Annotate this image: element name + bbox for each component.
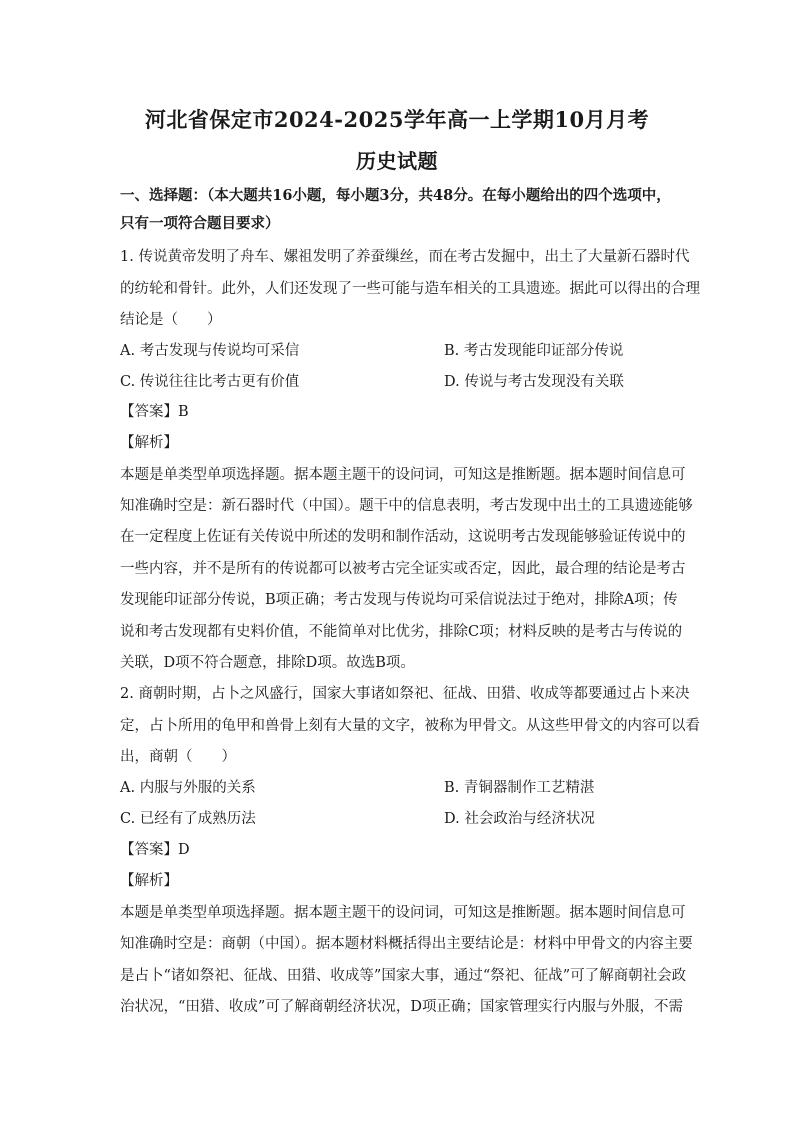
q2-answer: 【答案】D bbox=[120, 842, 190, 858]
q1-option-d: D. 传说与考古发现没有关联 bbox=[444, 374, 624, 390]
section-heading-line1: 一、选择题：（本大题共16小题，每小题3分，共48分。在每小题给出的四个选项中， bbox=[120, 187, 671, 204]
q1-option-b: B. 考古发现能印证部分传说 bbox=[444, 343, 624, 359]
q1-analysis-line: 发现能印证部分传说，B项正确；考古发现与传说均可采信说法过于绝对，排除A项；传 bbox=[120, 592, 678, 608]
q2-stem-line: 定，占卜所用的龟甲和兽骨上刻有大量的文字，被称为甲骨文。从这些甲骨文的内容可以看 bbox=[120, 718, 700, 734]
q1-option-a: A. 考古发现与传说均可采信 bbox=[120, 343, 300, 359]
q1-analysis-line: 知准确时空是：新石器时代（中国）。题干中的信息表明，考古发现中出土的工具遗迹能够 bbox=[120, 498, 693, 514]
q2-analysis-line: 是占卜“诸如祭祀、征战、田猎、收成等”国家大事，通过“祭祀、征战”可了解商朝社会政 bbox=[120, 968, 687, 984]
q1-analysis-label: 【解析】 bbox=[120, 435, 178, 451]
q2-analysis-line: 知准确时空是：商朝（中国）。据本题材料概括得出主要结论是：材料中甲骨文的内容主要 bbox=[120, 936, 693, 952]
q2-analysis-line: 治状况，“田猎、收成”可了解商朝经济状况，D项正确；国家管理实行内服与外服，不需 bbox=[120, 999, 683, 1015]
q2-analysis-line: 本题是单类型单项选择题。据本题主题干的设问词，可知这是推断题。据本题时间信息可 bbox=[120, 905, 686, 921]
q1-analysis-line: 一些内容，并不是所有的传说都可以被考古完全证实或否定，因此，最合理的结论是考古 bbox=[120, 561, 686, 577]
section-heading-line2: 只有一项符合题目要求） bbox=[120, 215, 280, 232]
q2-option-c: C. 已经有了成熟历法 bbox=[120, 811, 256, 827]
q1-analysis-line: 在一定程度上佐证有关传说中所述的发明和制作活动，这说明考古发现能够验证传说中的 bbox=[120, 529, 686, 545]
page-subtitle: 历史试题 bbox=[356, 149, 438, 173]
q2-option-d: D. 社会政治与经济状况 bbox=[444, 811, 595, 827]
q2-stem-line: 出，商朝（ ） bbox=[120, 749, 236, 765]
q1-analysis-line: 本题是单类型单项选择题。据本题主题干的设问词，可知这是推断题。据本题时间信息可 bbox=[120, 467, 686, 483]
q2-stem-line: 2. 商朝时期，占卜之风盛行，国家大事诸如祭祀、征战、田猎、收成等都要通过占卜来决 bbox=[120, 686, 690, 702]
page-title: 河北省保定市2024-2025学年高一上学期10月月考 bbox=[144, 107, 650, 132]
q1-answer: 【答案】B bbox=[120, 404, 189, 420]
q1-stem-line: 1. 传说黄帝发明了舟车、嫘祖发明了养蚕缫丝，而在考古发掘中，出土了大量新石器时代 bbox=[120, 249, 690, 265]
q1-analysis-line: 说和考古发现都有史料价值，不能简单对比优劣，排除C项；材料反映的是考古与传说的 bbox=[120, 624, 683, 640]
q2-analysis-label: 【解析】 bbox=[120, 873, 178, 889]
q2-option-a: A. 内服与外服的关系 bbox=[120, 780, 256, 796]
q1-stem-line: 结论是（ ） bbox=[120, 312, 222, 328]
q1-analysis-line: 关联，D项不符合题意，排除D项。故选B项。 bbox=[120, 655, 415, 671]
q1-option-c: C. 传说往往比考古更有价值 bbox=[120, 374, 300, 390]
q1-stem-line: 的纺轮和骨针。此外，人们还发现了一些可能与造车相关的工具遗迹。据此可以得出的合理 bbox=[120, 281, 700, 297]
q2-option-b: B. 青铜器制作工艺精湛 bbox=[444, 780, 595, 796]
